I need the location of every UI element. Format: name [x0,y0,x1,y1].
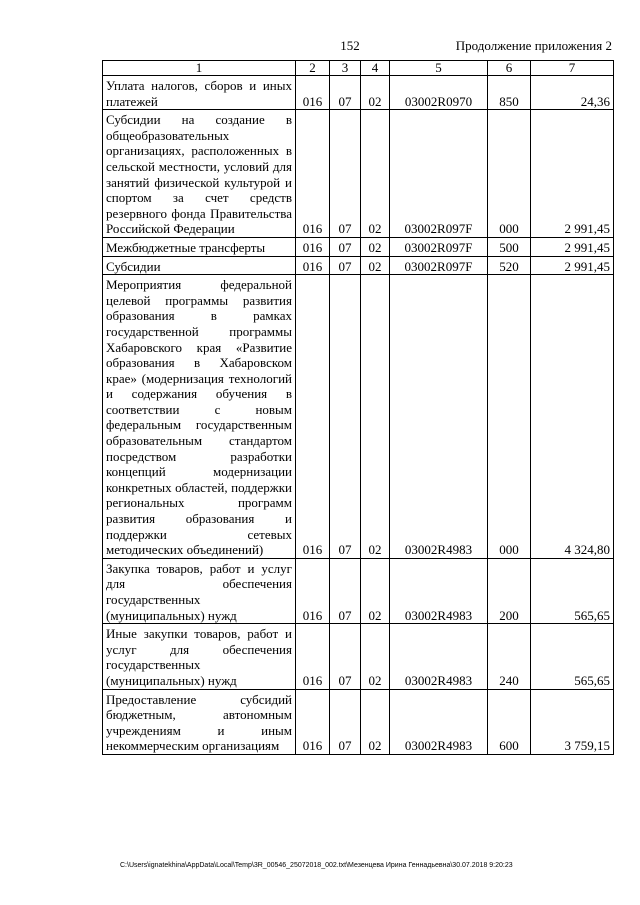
cell-section: 07 [330,624,361,689]
table-row [103,624,614,689]
cell-amount: 24,36 [531,76,614,110]
cell-target-article: 03002R097F [390,256,488,275]
cell-subsection: 02 [361,558,390,623]
cell-subsection: 02 [361,275,390,559]
cell-expense-type: 200 [488,558,531,623]
cell-subsection: 02 [361,624,390,689]
file-path-footer: C:\Users\ignatekhina\AppData\Local\Temp\3R_00546_25072018_002.txt\Мезенцева Ирина Геннадьевна\30.07.2018 9:20:23 [120,862,513,869]
cell-target-article: 03002R097F [390,237,488,256]
table-header-row [103,61,614,76]
cell-section: 07 [330,110,361,238]
cell-expense-type: 000 [488,275,531,559]
cell-section: 07 [330,237,361,256]
cell-subsection: 02 [361,110,390,238]
cell-ministry-code: 016 [296,237,330,256]
cell-ministry-code: 016 [296,110,330,238]
cell-ministry-code: 016 [296,624,330,689]
cell-ministry-code: 016 [296,558,330,623]
cell-section: 07 [330,689,361,754]
cell-expense-type: 240 [488,624,531,689]
table-row [103,558,614,623]
cell-target-article: 03002R4983 [390,689,488,754]
continuation-label: Продолжение приложения 2 [455,38,612,53]
cell-ministry-code: 016 [296,256,330,275]
row-name: Закупка товаров, работ и услуг для обеспечения государственных (муниципальных) нужд [103,558,296,623]
appendix-table [102,60,614,755]
page-number: 152 [340,38,360,53]
table-row [103,237,614,256]
cell-subsection: 02 [361,689,390,754]
cell-subsection: 02 [361,256,390,275]
cell-amount: 565,65 [531,624,614,689]
row-name: Иные закупки товаров, работ и услуг для обеспечения государственных (муниципальных) нужд [103,624,296,689]
table-row [103,76,614,110]
cell-target-article: 03002R4983 [390,624,488,689]
cell-expense-type: 600 [488,689,531,754]
column-header: 4 [361,61,390,76]
cell-target-article: 03002R0970 [390,76,488,110]
cell-expense-type: 000 [488,110,531,238]
column-header: 1 [103,61,296,76]
column-header: 3 [330,61,361,76]
cell-section: 07 [330,76,361,110]
cell-section: 07 [330,256,361,275]
cell-expense-type: 850 [488,76,531,110]
cell-amount: 2 991,45 [531,110,614,238]
row-name: Мероприятия федеральной целевой программы развития образования в рамках государственной программы Хабаровского края «Развитие образования в Хабаровском крае» (модернизация технологий и содержания обучения в соответствии с новым федеральным государственным образовательным стандартом посредством разработки концепций модернизации конкретных областей, поддержки региональных программ развития образования и поддержки сетевых методических объединений) [103,275,296,559]
table-row [103,275,614,559]
cell-expense-type: 520 [488,256,531,275]
cell-amount: 2 991,45 [531,237,614,256]
table-row [103,110,614,238]
cell-ministry-code: 016 [296,689,330,754]
cell-target-article: 03002R4983 [390,275,488,559]
column-header: 5 [390,61,488,76]
cell-amount: 565,65 [531,558,614,623]
cell-expense-type: 500 [488,237,531,256]
cell-target-article: 03002R4983 [390,558,488,623]
row-name: Субсидии на создание в общеобразовательных организациях, расположенных в сельской местности, условий для занятий физической культурой и спортом за счет средств резервного фонда Правительства Российской Федерации [103,110,296,238]
row-name: Межбюджетные трансферты [103,237,296,256]
cell-section: 07 [330,558,361,623]
table-row [103,689,614,754]
cell-section: 07 [330,275,361,559]
column-header: 2 [296,61,330,76]
table-row [103,256,614,275]
cell-amount: 3 759,15 [531,689,614,754]
row-name: Предоставление субсидий бюджетным, автономным учреждениям и иным некоммерческим организациям [103,689,296,754]
row-name: Уплата налогов, сборов и иных платежей [103,76,296,110]
cell-amount: 4 324,80 [531,275,614,559]
cell-amount: 2 991,45 [531,256,614,275]
row-name: Субсидии [103,256,296,275]
cell-subsection: 02 [361,237,390,256]
column-header: 7 [531,61,614,76]
cell-ministry-code: 016 [296,76,330,110]
cell-subsection: 02 [361,76,390,110]
column-header: 6 [488,61,531,76]
cell-ministry-code: 016 [296,275,330,559]
cell-target-article: 03002R097F [390,110,488,238]
